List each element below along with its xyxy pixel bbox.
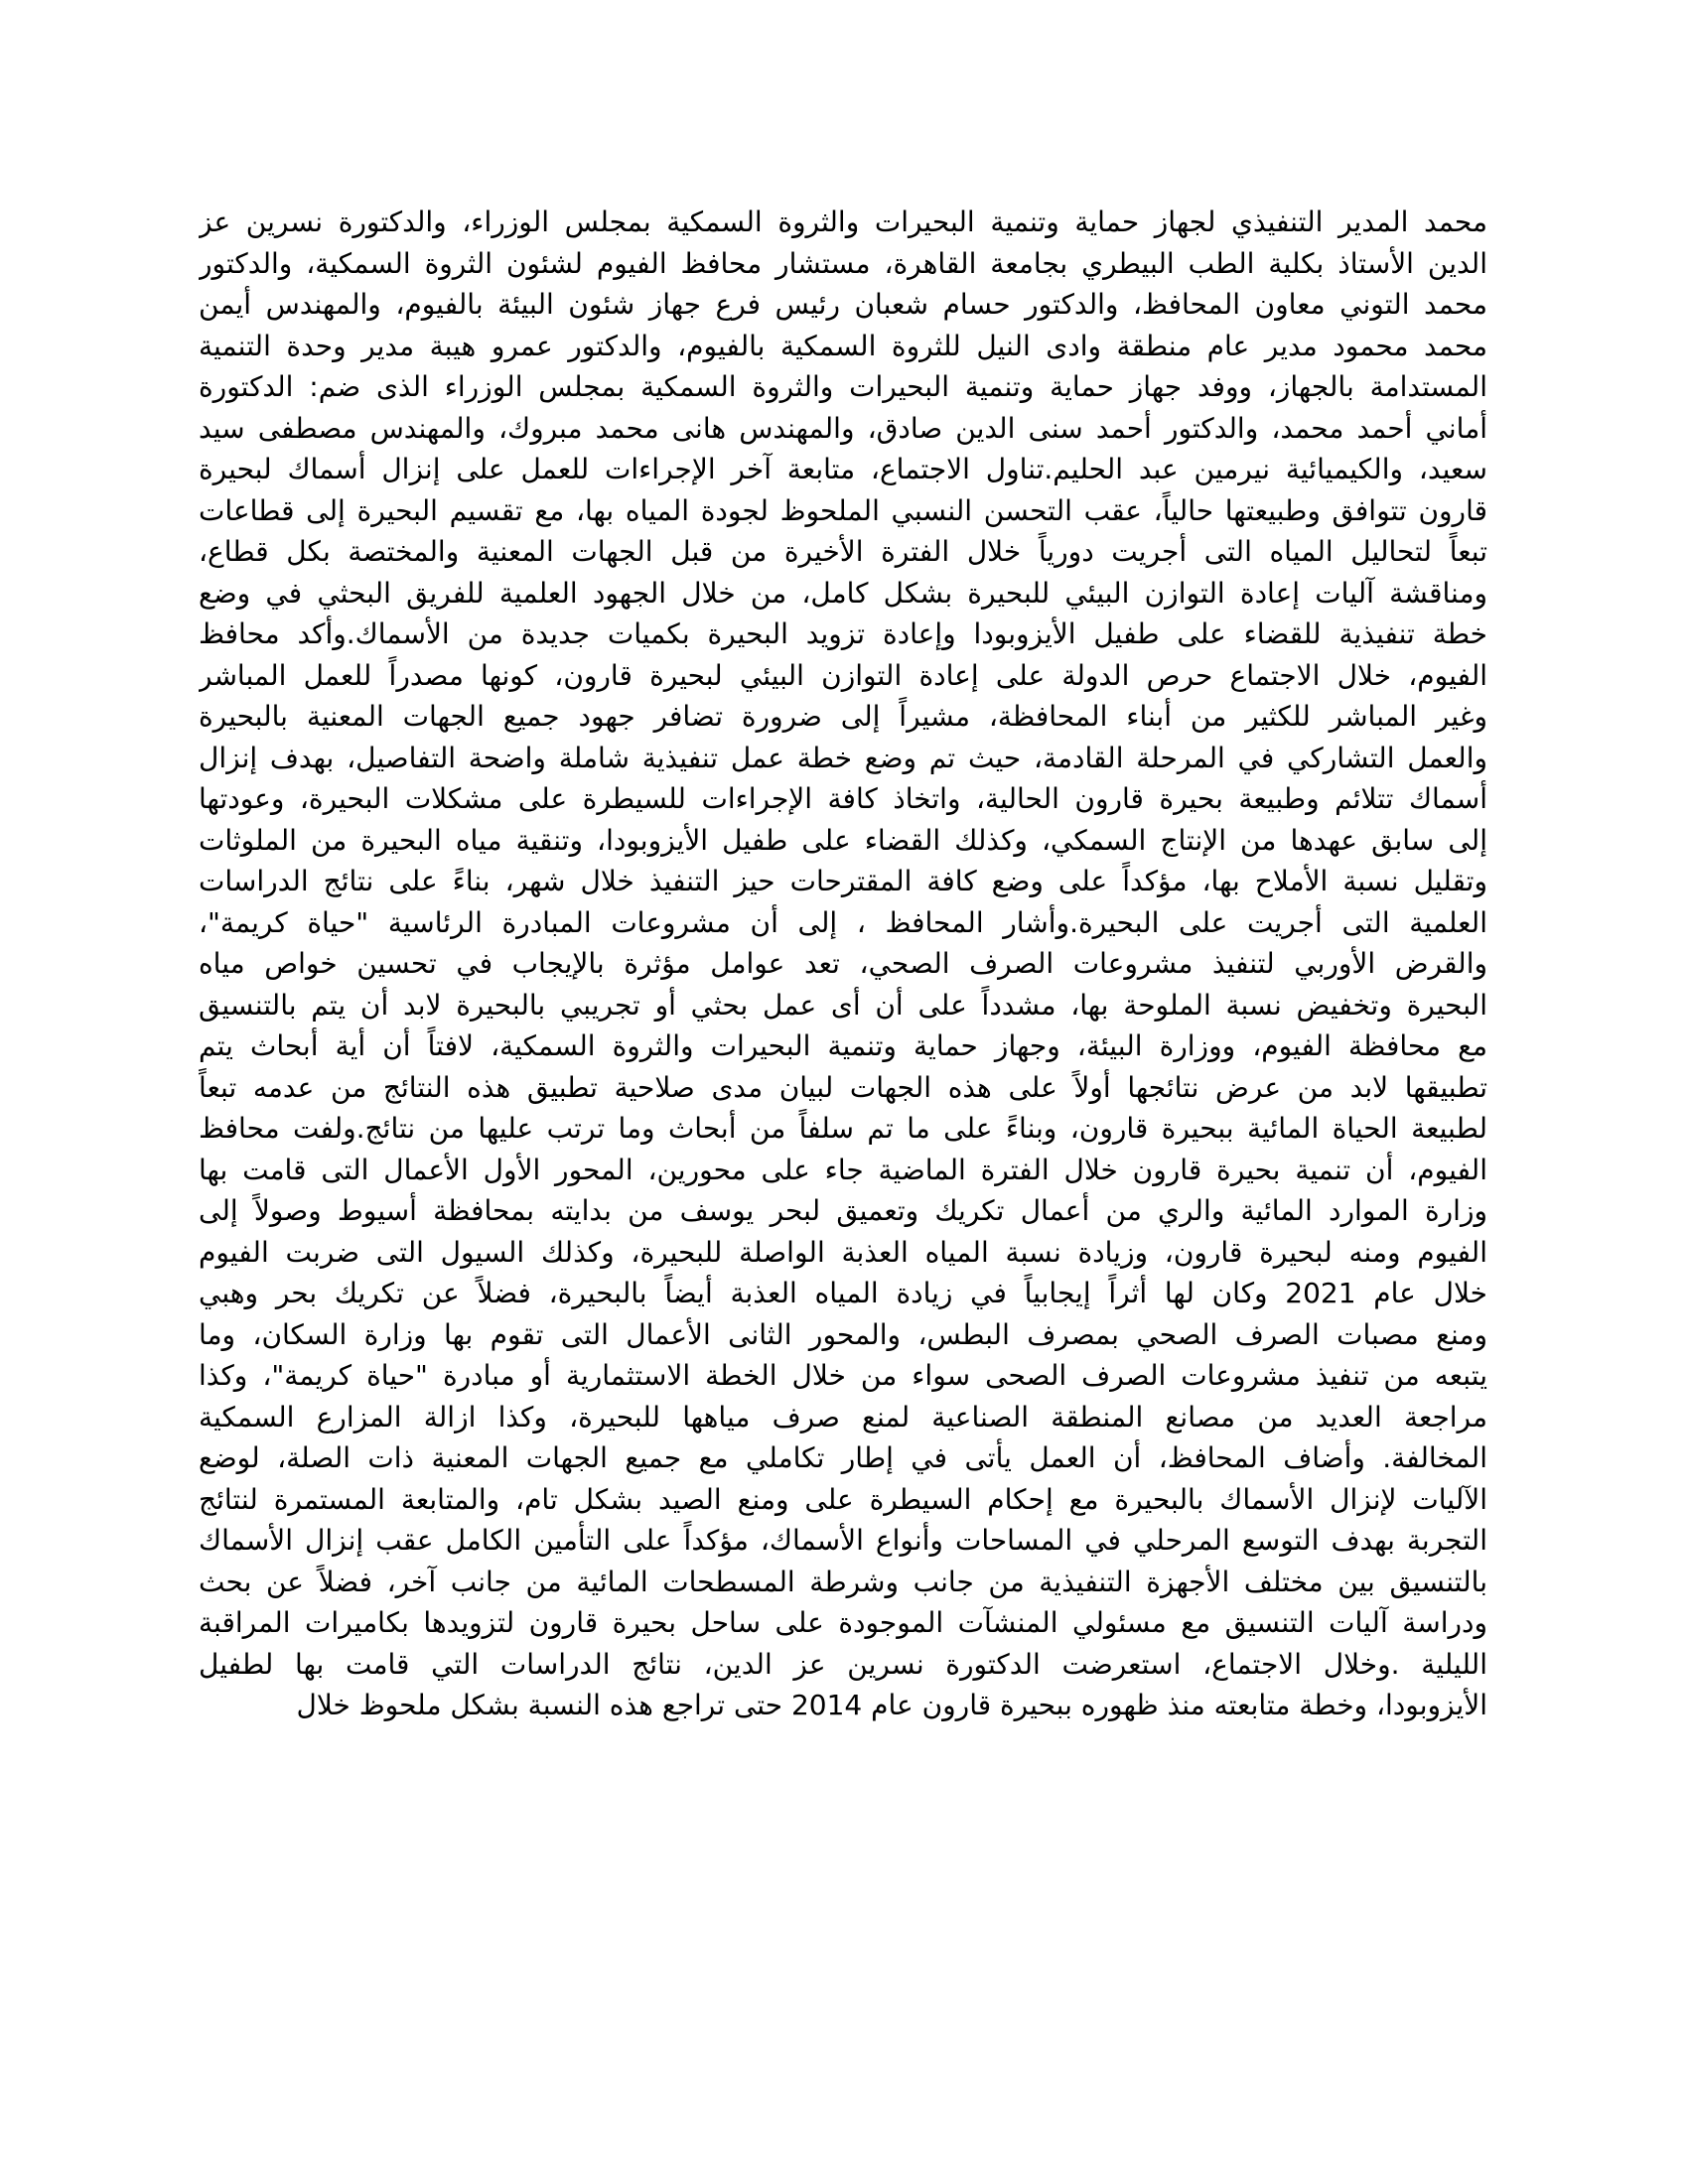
text-line: تبعاً لتحاليل المياه التى أجريت دورياً خلال الفترة الأخيرة من قبل الجهات المعنية والمختصة بكل قطاع، [199, 535, 1487, 568]
text-line: المستدامة بالجهاز، ووفد جهاز حماية وتنمية البحيرات والثروة السمكية بمجلس الوزراء الذى ضم: الدكتورة [199, 370, 1487, 403]
text-line: والقرض الأوربي لتنفيذ مشروعات الصرف الصحي، تعد عوامل مؤثرة بالإيجاب في تحسين خواص مياه [199, 947, 1487, 980]
text-line: تطبيقها لابد من عرض نتائجها أولاً على هذه الجهات لبيان مدى صلاحية تطبيق هذه النتائج من عدمه تبعاً [199, 1070, 1487, 1104]
text-line: خلال عام 2021 وكان لها أثراً إيجابياً في زيادة المياه العذبة أيضاً بالبحيرة، فضلاً عن تكريك بحر وهبي [199, 1277, 1487, 1309]
text-line: الفيوم، خلال الاجتماع حرص الدولة على إعادة التوازن البيئي لبحيرة قارون، كونها مصدراً للعمل المباشر [199, 658, 1487, 692]
text-line: قارون تتوافق وطبيعتها حالياً، عقب التحسن النسبي الملحوظ لجودة المياه بها، مع تقسيم البحيرة إلى قطاعات [199, 493, 1487, 527]
text-line: أسماك تتلائم وطبيعة بحيرة قارون الحالية، واتخاذ كافة الإجراءات للسيطرة على مشكلات البحيرة، وعودتها [199, 782, 1487, 815]
text-line: إلى سابق عهدها من الإنتاج السمكي، وكذلك القضاء على طفيل الأيزوبودا، وتنقية مياه البحيرة من الملوثات [199, 823, 1487, 857]
text-line: ومناقشة آليات إعادة التوازن البيئي للبحيرة بشكل كامل، من خلال الجهود العلمية للفريق البحثي في وضع [199, 576, 1487, 610]
text-line: محمد محمود مدير عام منطقة وادى النيل للثروة السمكية بالفيوم، والدكتور عمرو هيبة مدير وحدة التنمية [199, 329, 1487, 362]
text-line: مع محافظة الفيوم، ووزارة البيئة، وجهاز حماية وتنمية البحيرات والثروة السمكية، لافتاً أن أية أبحاث يتم [199, 1029, 1487, 1062]
text-line: محمد التوني معاون المحافظ، والدكتور حسام شعبان رئيس فرع جهاز شئون البيئة بالفيوم، والمهندس أيمن [199, 288, 1487, 321]
text-line: وزارة الموارد المائية والري من أعمال تكريك وتعميق لبحر يوسف من بدايته بمحافظة أسيوط وصولاً إلى [199, 1194, 1487, 1227]
text-line: الفيوم، أن تنمية بحيرة قارون خلال الفترة الماضية جاء على محورين، المحور الأول الأعمال التى قامت بها [199, 1153, 1487, 1186]
text-line: محمد المدير التنفيذي لجهاز حماية وتنمية البحيرات والثروة السمكية بمجلس الوزراء، والدكتورة نسرين عز [199, 205, 1487, 238]
text-line: يتبعه من تنفيذ مشروعات الصرف الصحى سواء من خلال الخطة الاستثمارية أو مبادرة "حياة كريمة"، وكذا [199, 1359, 1487, 1392]
text-line: الليلية .وخلال الاجتماع، استعرضت الدكتورة نسرين عز الدين، نتائج الدراسات التي قامت بها لطفيل [199, 1647, 1487, 1681]
text-line: العلمية التى أجريت على البحيرة.وأشار المحافظ ، إلى أن مشروعات المبادرة الرئاسية "حياة كريمة"، [199, 905, 1487, 939]
text-line: الدين الأستاذ بكلية الطب البيطري بجامعة القاهرة، مستشار محافظ الفيوم لشئون الثروة السمكية، والدكتور [199, 246, 1487, 280]
text-line: وغير المباشر للكثير من أبناء المحافظة، مشيراً إلى ضرورة تضافر جهود جميع الجهات المعنية بالبحيرة [199, 700, 1487, 733]
text-line: المخالفة. وأضاف المحافظ، أن العمل يأتى في إطار تكاملي مع جميع الجهات المعنية ذات الصلة، لوضع [199, 1441, 1487, 1474]
text-line: وتقليل نسبة الأملاح بها، مؤكداً على وضع كافة المقترحات حيز التنفيذ خلال شهر، بناءً على نتائج الدراسات [199, 865, 1487, 897]
text-line: الآليات لإنزال الأسماك بالبحيرة مع إحكام السيطرة على ومنع الصيد بشكل تام، والمتابعة المستمرة لنتائج [199, 1482, 1487, 1516]
text-line: بالتنسيق بين مختلف الأجهزة التنفيذية من جانب وشرطة المسطحات المائية من جانب آخر، فضلاً عن بحث [199, 1565, 1487, 1598]
article-body [199, 202, 1487, 1726]
text-line: الفيوم ومنه لبحيرة قارون، وزيادة نسبة المياه العذبة الواصلة للبحيرة، وكذلك السيول التى ضربت الفيوم [199, 1235, 1487, 1269]
text-line: والعمل التشاركي في المرحلة القادمة، حيث تم وضع خطة عمل تنفيذية شاملة واضحة التفاصيل، بهدف إنزال [199, 741, 1487, 774]
text-line: لطبيعة الحياة المائية ببحيرة قارون، وبناءً على ما تم سلفاً من أبحاث وما ترتب عليها من نتائج.ولفت محافظ [199, 1112, 1487, 1145]
text-line: البحيرة وتخفيض نسبة الملوحة بها، مشدداً على أن أى عمل بحثي أو تجريبي بالبحيرة لابد أن يتم بالتنسيق [199, 988, 1487, 1022]
text-line: الأيزوبودا، وخطة متابعته منذ ظهوره ببحيرة قارون عام 2014 حتى تراجع هذه النسبة بشكل ملحوظ خلال [296, 1689, 1487, 1721]
text-line: ومنع مصبات الصرف الصحي بمصرف البطس، والمحور الثانى الأعمال التى تقوم بها وزارة السكان، وما [199, 1317, 1487, 1351]
text-line: مراجعة العديد من مصانع المنطقة الصناعية لمنع صرف مياهها للبحيرة، وكذا ازالة المزارع السمكية [199, 1400, 1487, 1433]
text-line: ودراسة آليات التنسيق مع مسئولي المنشآت الموجودة على ساحل بحيرة قارون لتزويدها بكاميرات المراقبة [199, 1606, 1487, 1639]
text-line: خطة تنفيذية للقضاء على طفيل الأيزوبودا وإعادة تزويد البحيرة بكميات جديدة من الأسماك.وأكد محافظ [199, 617, 1487, 650]
text-line: أماني أحمد محمد، والدكتور أحمد سنى الدين صادق، والمهندس هانى محمد مبروك، والمهندس مصطفى سيد [199, 411, 1487, 445]
text-line: سعيد، والكيميائية نيرمين عبد الحليم.تناول الاجتماع، متابعة آخر الإجراءات للعمل على إنزال أسماك لبحيرة [199, 453, 1487, 485]
text-line: التجربة بهدف التوسع المرحلي في المساحات وأنواع الأسماك، مؤكداً على التأمين الكامل عقب إنزال الأسماك [199, 1524, 1487, 1557]
